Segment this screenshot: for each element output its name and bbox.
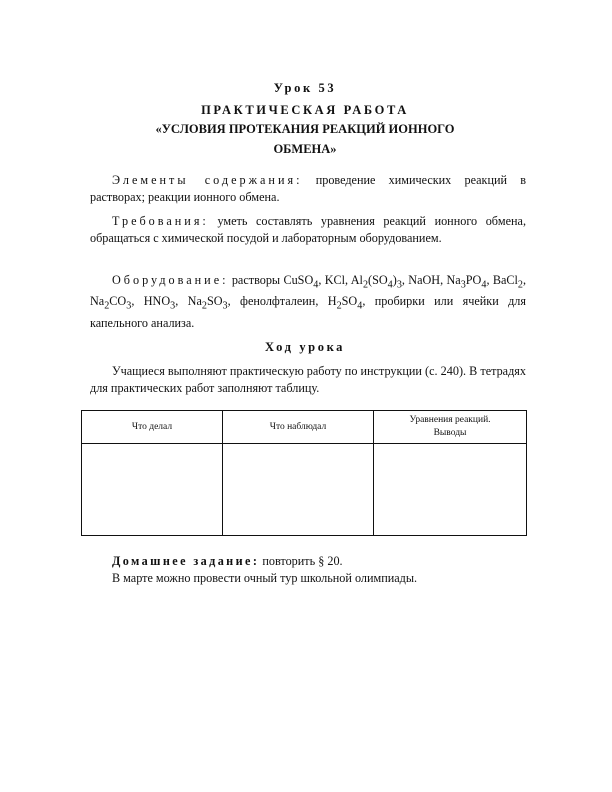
table-row [82,444,527,536]
table-cell-empty [374,444,527,536]
lesson-title-line1: «УСЛОВИЯ ПРОТЕКАНИЯ РЕАКЦИЙ ИОННОГО [155,122,455,136]
content-elements-label: Элементы содержания: [112,173,303,187]
equipment-text: растворы CuSO$_4$, KCl, $Al_2(SO_4)_3$, NaOH, $Na_3PO_4$, BaCl$_2$, $Na_2CO_3$, $HNO_3$, $Na_2SO_3$, фенолфталеин, $H_2SO_4$, пробирки или ячейки для капельного анализа. [90,273,526,330]
homework-paragraph [90,553,526,570]
table-cell-empty [82,444,223,536]
content-elements-paragraph [90,172,526,206]
requirements-text: уметь составлять уравнения реакций ионного обмена, обращаться с химической посудой и лабораторным оборудованием. [90,214,526,245]
lesson-flow-heading: Ход урока [264,340,346,354]
lesson-kind: ПРАКТИЧЕСКАЯ РАБОТА [201,103,409,117]
requirements-label: Требования: [112,214,209,228]
table-header-row [82,411,527,444]
requirements-paragraph [90,213,526,247]
equipment-label: Оборудование: [112,273,229,287]
table-header-equations-line2: Выводы [433,428,467,438]
table-header-what-did: Что делал [82,411,223,444]
content-elements-text: проведение химических реакций в растворах; реакции ионного обмена. [90,173,526,204]
homework-label: Домашнее задание: [112,554,260,568]
lesson-title-line2: ОБМЕНА» [273,142,337,156]
lesson-number: Урок 53 [273,81,337,95]
table-header-what-observed: Что наблюдал [223,411,374,444]
olympiad-note: В марте можно провести очный тур школьной олимпиады. [112,571,418,585]
table-header-equations [374,411,527,444]
table-header-equations-line1: Уравнения реакций. [409,415,491,425]
table-cell-empty [223,444,374,536]
observations-table [81,410,527,536]
homework-text: повторить § 20. [259,554,343,568]
equipment-paragraph [90,272,526,336]
lesson-flow-paragraph: Учащиеся выполняют практическую работу по инструкции (с. 240). В тетрадях для практических работ заполняют таблицу. [90,364,526,395]
